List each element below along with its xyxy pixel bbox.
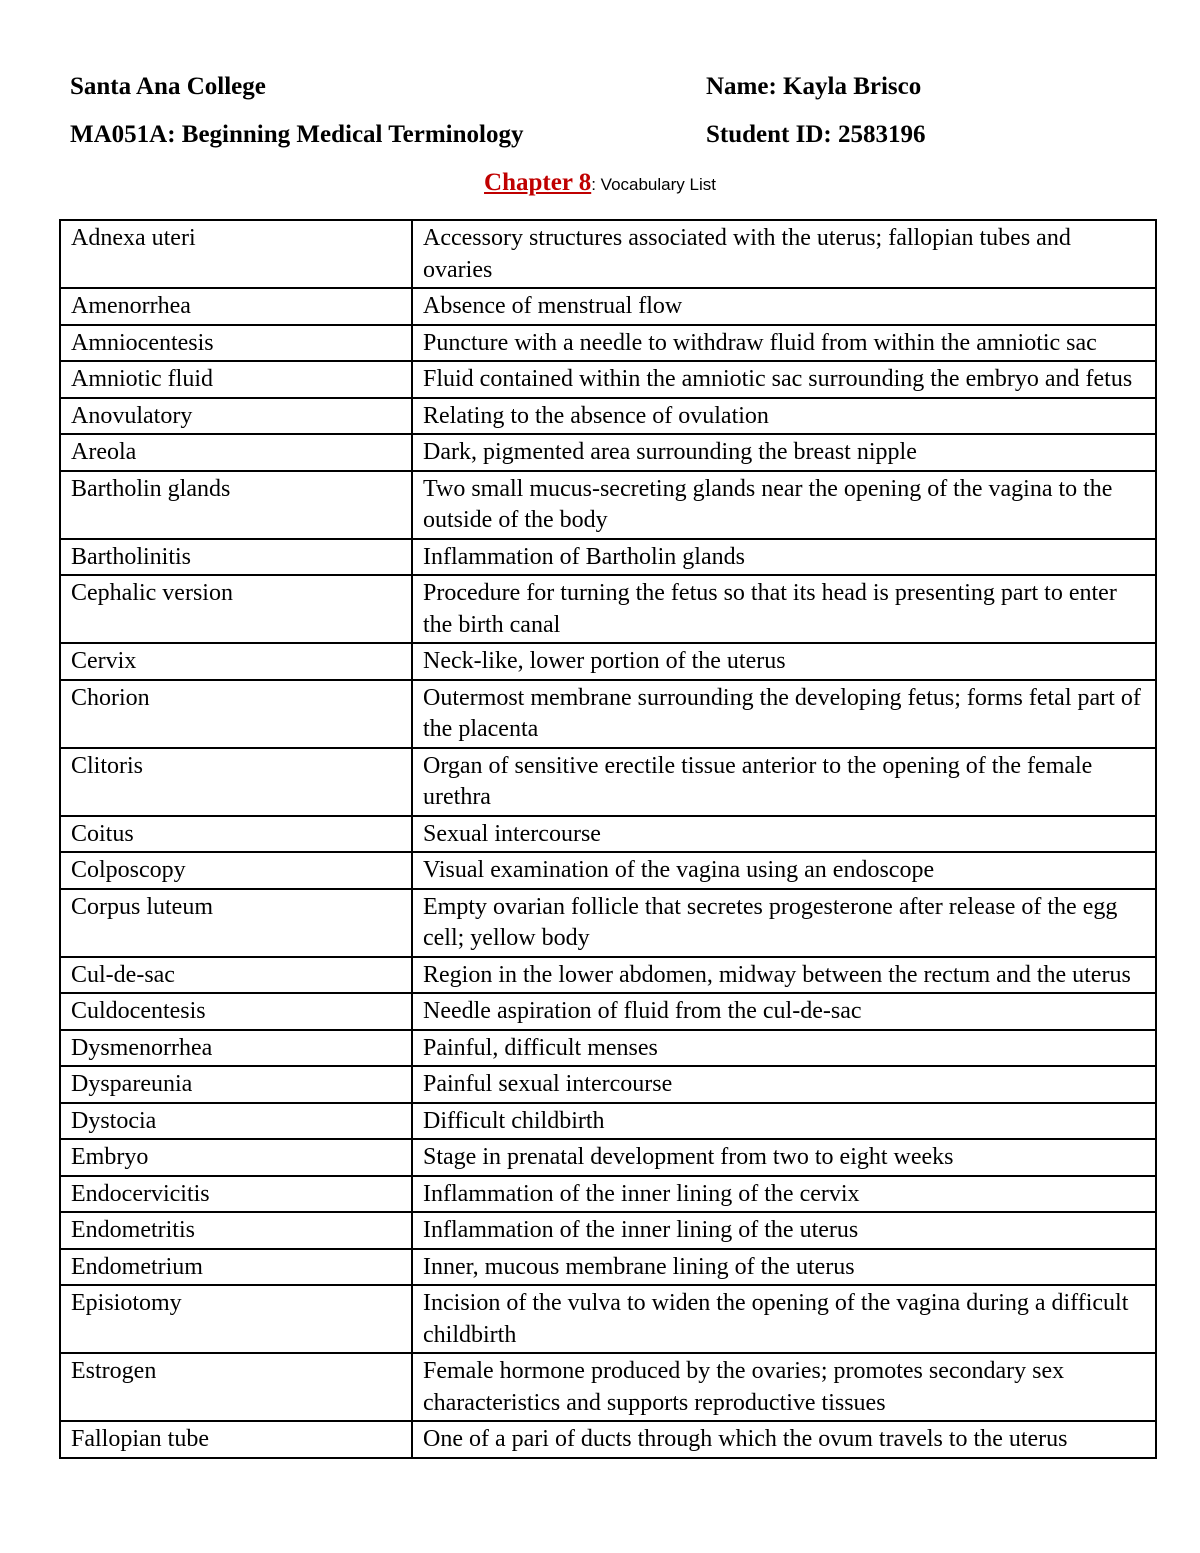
definition-cell: Needle aspiration of fluid from the cul-de-sac [412, 993, 1156, 1030]
definition-cell: Inflammation of the inner lining of the cervix [412, 1176, 1156, 1213]
table-row [60, 471, 1156, 539]
definition-cell: Outermost membrane surrounding the developing fetus; forms fetal part of the placenta [412, 680, 1156, 748]
term-cell: Anovulatory [60, 398, 412, 435]
definition-cell: Dark, pigmented area surrounding the breast nipple [412, 434, 1156, 471]
table-row [60, 1212, 1156, 1249]
definition-cell: Procedure for turning the fetus so that its head is presenting part to enter the birth canal [412, 575, 1156, 643]
term-cell: Corpus luteum [60, 889, 412, 957]
table-row [60, 1285, 1156, 1353]
definition-cell: Inner, mucous membrane lining of the uterus [412, 1249, 1156, 1286]
vocabulary-table-body [60, 220, 1156, 1458]
definition-cell: Puncture with a needle to withdraw fluid from within the amniotic sac [412, 325, 1156, 362]
vocabulary-table [59, 219, 1157, 1459]
table-row [60, 1353, 1156, 1421]
table-row [60, 1139, 1156, 1176]
definition-cell: Relating to the absence of ovulation [412, 398, 1156, 435]
table-row [60, 680, 1156, 748]
table-row [60, 1249, 1156, 1286]
term-cell: Bartholinitis [60, 539, 412, 576]
term-cell: Cervix [60, 643, 412, 680]
student-id: Student ID: 2583196 [706, 121, 926, 148]
term-cell: Chorion [60, 680, 412, 748]
term-cell: Dyspareunia [60, 1066, 412, 1103]
chapter-label: Chapter 8 [484, 169, 592, 196]
table-row [60, 852, 1156, 889]
table-row [60, 539, 1156, 576]
table-row [60, 288, 1156, 325]
term-cell: Amniocentesis [60, 325, 412, 362]
term-cell: Amenorrhea [60, 288, 412, 325]
term-cell: Dystocia [60, 1103, 412, 1140]
definition-cell: Inflammation of Bartholin glands [412, 539, 1156, 576]
page-title [0, 169, 1200, 197]
definition-cell: Incision of the vulva to widen the opening of the vagina during a difficult childbirth [412, 1285, 1156, 1353]
table-row [60, 1421, 1156, 1458]
definition-cell: Absence of menstrual flow [412, 288, 1156, 325]
term-cell: Bartholin glands [60, 471, 412, 539]
table-row [60, 957, 1156, 994]
term-cell: Fallopian tube [60, 1421, 412, 1458]
table-row [60, 1030, 1156, 1067]
table-row [60, 816, 1156, 853]
term-cell: Embryo [60, 1139, 412, 1176]
table-row [60, 993, 1156, 1030]
term-cell: Cul-de-sac [60, 957, 412, 994]
term-cell: Dysmenorrhea [60, 1030, 412, 1067]
table-row [60, 434, 1156, 471]
term-cell: Areola [60, 434, 412, 471]
term-cell: Endometritis [60, 1212, 412, 1249]
definition-cell: Painful, difficult menses [412, 1030, 1156, 1067]
definition-cell: Empty ovarian follicle that secretes progesterone after release of the egg cell; yellow body [412, 889, 1156, 957]
term-cell: Adnexa uteri [60, 220, 412, 288]
table-row [60, 889, 1156, 957]
student-name: Name: Kayla Brisco [706, 73, 922, 100]
chapter-subtitle: : Vocabulary List [591, 175, 716, 194]
course-title: MA051A: Beginning Medical Terminology [70, 121, 524, 148]
term-cell: Coitus [60, 816, 412, 853]
table-row [60, 1103, 1156, 1140]
school-name: Santa Ana College [70, 73, 266, 100]
table-row [60, 1176, 1156, 1213]
term-cell: Episiotomy [60, 1285, 412, 1353]
term-cell: Colposcopy [60, 852, 412, 889]
definition-cell: Stage in prenatal development from two to eight weeks [412, 1139, 1156, 1176]
definition-cell: Two small mucus-secreting glands near the opening of the vagina to the outside of the body [412, 471, 1156, 539]
definition-cell: Neck-like, lower portion of the uterus [412, 643, 1156, 680]
table-row [60, 1066, 1156, 1103]
definition-cell: Fluid contained within the amniotic sac surrounding the embryo and fetus [412, 361, 1156, 398]
table-row [60, 748, 1156, 816]
term-cell: Endometrium [60, 1249, 412, 1286]
table-row [60, 643, 1156, 680]
term-cell: Cephalic version [60, 575, 412, 643]
definition-cell: Visual examination of the vagina using an endoscope [412, 852, 1156, 889]
definition-cell: One of a pari of ducts through which the ovum travels to the uterus [412, 1421, 1156, 1458]
definition-cell: Difficult childbirth [412, 1103, 1156, 1140]
definition-cell: Painful sexual intercourse [412, 1066, 1156, 1103]
term-cell: Endocervicitis [60, 1176, 412, 1213]
definition-cell: Sexual intercourse [412, 816, 1156, 853]
term-cell: Clitoris [60, 748, 412, 816]
definition-cell: Region in the lower abdomen, midway between the rectum and the uterus [412, 957, 1156, 994]
table-row [60, 575, 1156, 643]
table-row [60, 220, 1156, 288]
table-row [60, 325, 1156, 362]
definition-cell: Female hormone produced by the ovaries; promotes secondary sex characteristics and supports reproductive tissues [412, 1353, 1156, 1421]
term-cell: Amniotic fluid [60, 361, 412, 398]
table-row [60, 398, 1156, 435]
term-cell: Estrogen [60, 1353, 412, 1421]
definition-cell: Accessory structures associated with the uterus; fallopian tubes and ovaries [412, 220, 1156, 288]
term-cell: Culdocentesis [60, 993, 412, 1030]
definition-cell: Inflammation of the inner lining of the uterus [412, 1212, 1156, 1249]
table-row [60, 361, 1156, 398]
definition-cell: Organ of sensitive erectile tissue anterior to the opening of the female urethra [412, 748, 1156, 816]
